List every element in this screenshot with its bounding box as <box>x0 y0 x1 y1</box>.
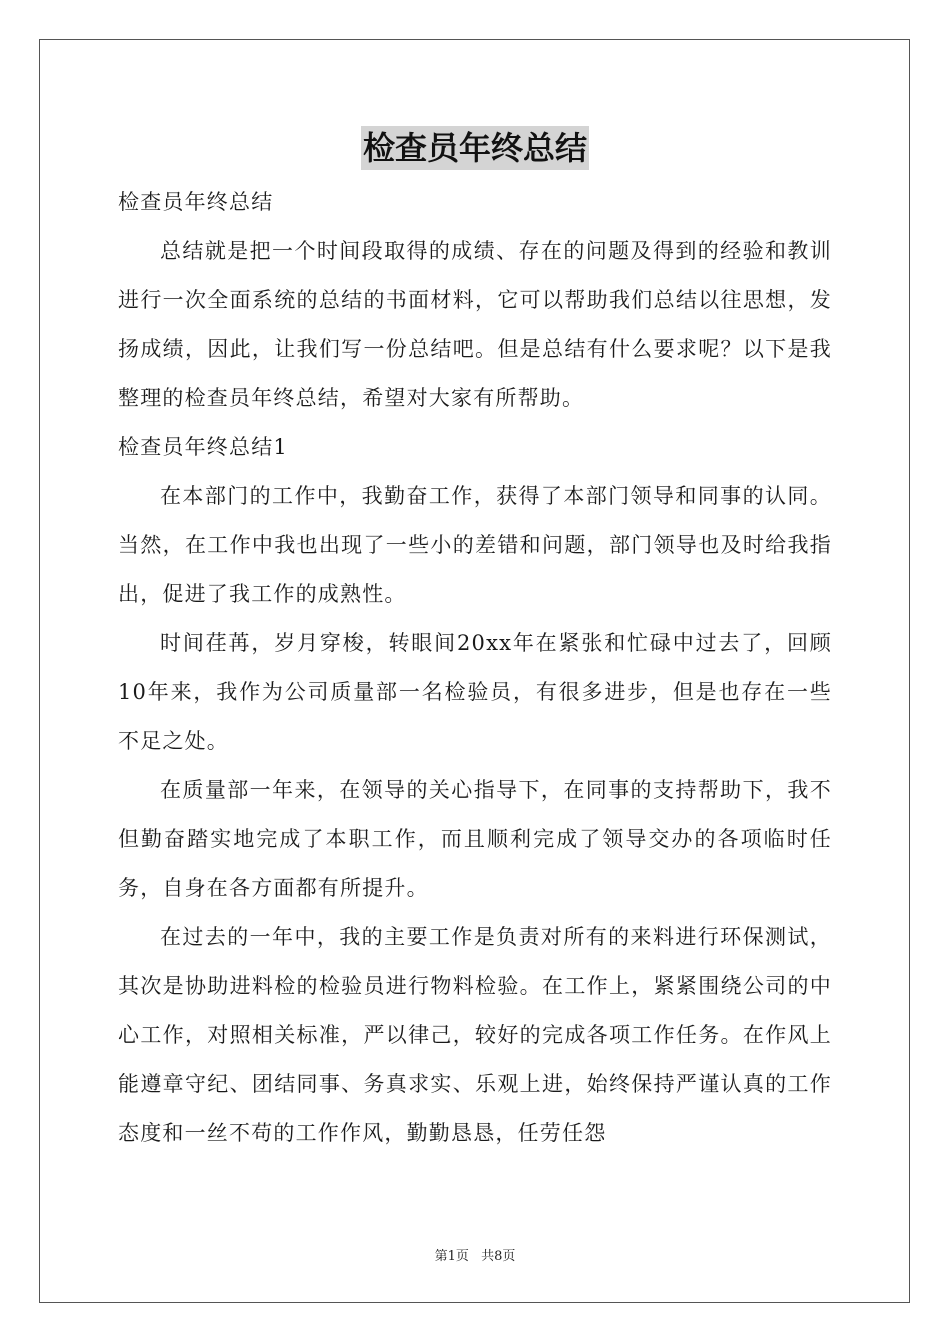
paragraph: 在本部门的工作中，我勤奋工作，获得了本部门领导和同事的认同。当然，在工作中我也出现了一些小的差错和问题，部门领导也及时给我指出，促进了我工作的成熟性。 <box>118 484 832 606</box>
document-title: 检查员年终总结 <box>361 126 589 170</box>
paragraph: 时间荏苒，岁月穿梭，转眼间20xx年在紧张和忙碌中过去了，回顾10年来，我作为公司质量部一名检验员，有很多进步，但是也存在一些不足之处。 <box>118 631 832 753</box>
paragraph: 在质量部一年来，在领导的关心指导下，在同事的支持帮助下，我不但勤奋踏实地完成了本职工作，而且顺利完成了领导交办的各项临时任务，自身在各方面都有所提升。 <box>118 778 832 900</box>
document-body <box>118 178 832 1158</box>
section-heading: 检查员年终总结 <box>118 190 274 214</box>
page-footer <box>0 1245 950 1264</box>
section-heading: 检查员年终总结1 <box>118 435 288 459</box>
paragraph: 总结就是把一个时间段取得的成绩、存在的问题及得到的经验和教训进行一次全面系统的总结的书面材料，它可以帮助我们总结以往思想，发扬成绩，因此，让我们写一份总结吧。但是总结有什么要求呢？以下是我整理的检查员年终总结，希望对大家有所帮助。 <box>118 239 832 410</box>
paragraph: 在过去的一年中，我的主要工作是负责对所有的来料进行环保测试，其次是协助进料检的检验员进行物料检验。在工作上，紧紧围绕公司的中心工作，对照相关标准，严以律己，较好的完成各项工作任务。在作风上能遵章守纪、团结同事、务真求实、乐观上进，始终保持严谨认真的工作态度和一丝不苟的工作作风，勤勤恳恳，任劳任怨 <box>118 925 832 1145</box>
page-number-total: 共8页 <box>481 1249 516 1264</box>
page-number-current: 第1页 <box>434 1249 469 1264</box>
document-title-wrapper <box>0 126 950 170</box>
